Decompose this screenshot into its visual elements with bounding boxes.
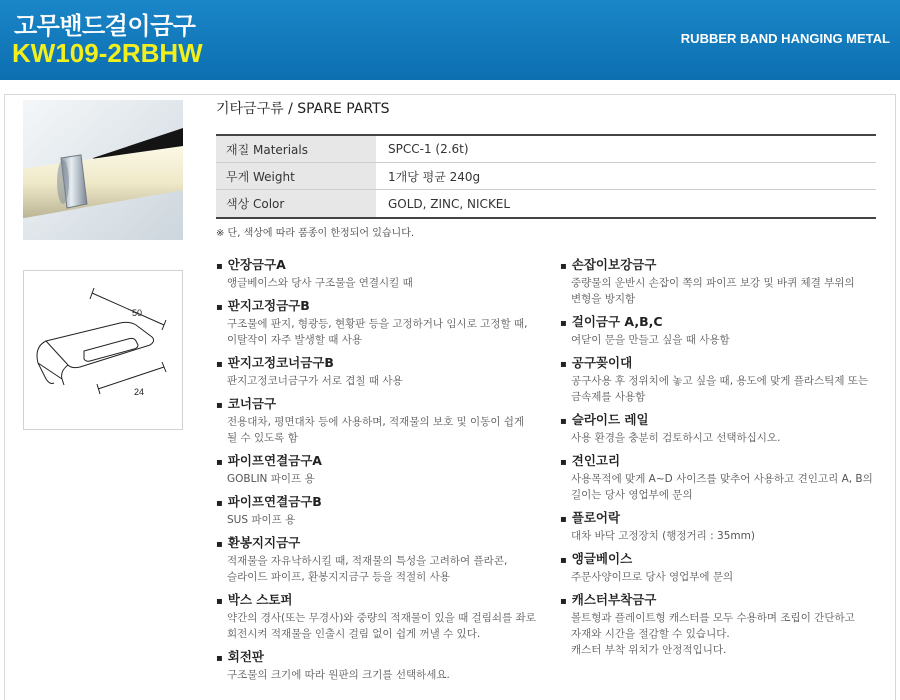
- spec-value: GOLD, ZINC, NICKEL: [388, 196, 511, 211]
- spec-row-materials: [216, 136, 876, 163]
- item-title: ▪ 공구꽂이대: [560, 354, 890, 373]
- item-description: 구조물의 크기에 따라 원판의 크기를 선택하세요.: [227, 669, 450, 681]
- list-item: [560, 591, 890, 658]
- item-description: 전용대차, 평면대차 등에 사용하며, 적재물의 보호 및 이동이 쉽게 될 수 있도록 함: [227, 416, 525, 444]
- item-title: ▪ 걸이금구 A,B,C: [560, 313, 890, 332]
- spec-value: SPCC-1 (2.6t): [388, 142, 469, 156]
- parts-list-left: [216, 256, 556, 689]
- header-banner: [0, 0, 900, 80]
- item-description: 여닫이 문을 만들고 싶을 때 사용함: [571, 334, 730, 346]
- list-item: [560, 550, 890, 585]
- item-title: ▪ 파이프연결금구A: [216, 452, 556, 471]
- product-photo: [23, 100, 183, 240]
- item-description: 중량물의 운반시 손잡이 쪽의 파이프 보강 및 바퀴 체결 부위의 변형을 방지함: [571, 277, 855, 305]
- list-item: [560, 354, 890, 405]
- item-description: GOBLIN 파이프 용: [227, 473, 315, 485]
- item-description: 사용 환경을 충분히 검토하시고 선택하십시오.: [571, 432, 781, 444]
- item-description: 주문사양이므로 당사 영업부에 문의: [571, 571, 734, 583]
- item-title: ▪ 파이프연결금구B: [216, 493, 556, 512]
- list-item: [216, 648, 556, 683]
- spec-label: 무게 Weight: [216, 163, 376, 189]
- list-item: [216, 256, 556, 291]
- item-description: 공구사용 후 정위치에 놓고 싶을 때, 용도에 맞게 플라스틱제 또는 금속제를 사용함: [571, 375, 869, 403]
- product-model-code: KW109-2RBHW: [12, 38, 203, 68]
- item-title: ▪ 안장금구A: [216, 256, 556, 275]
- technical-drawing: [23, 270, 183, 430]
- dimension-length-label: 50: [132, 308, 143, 318]
- product-title-english: RUBBER BAND HANGING METAL: [680, 31, 890, 46]
- list-item: [216, 493, 556, 528]
- spec-row-color: [216, 190, 876, 217]
- item-title: ▪ 판지고정금구B: [216, 297, 556, 316]
- item-description: 약간의 경사(또는 무경사)와 중량의 적재물이 있을 때 걸림쇠를 좌로 회전시켜 적재물을 인출시 걸림 없이 쉽게 꺼낼 수 있다.: [227, 612, 536, 640]
- item-description: 사용목적에 맞게 A~D 사이즈를 맞추어 사용하고 견인고리 A, B의 길이는 당사 영업부에 문의: [571, 473, 873, 501]
- item-title: ▪ 슬라이드 레일: [560, 411, 890, 430]
- parts-list-right: [560, 256, 890, 664]
- item-title: ▪ 손잡이보강금구: [560, 256, 890, 275]
- item-title: ▪ 캐스터부착금구: [560, 591, 890, 610]
- list-item: [560, 256, 890, 307]
- spec-value: 1개당 평균 240g: [388, 169, 481, 184]
- list-item: [560, 411, 890, 446]
- list-item: [216, 395, 556, 446]
- item-title: ▪ 플로어락: [560, 509, 890, 528]
- list-item: [560, 313, 890, 348]
- list-item: [216, 534, 556, 585]
- item-title: ▪ 회전판: [216, 648, 556, 667]
- list-item: [216, 354, 556, 389]
- item-title: ▪ 앵글베이스: [560, 550, 890, 569]
- item-description: 구조물에 판지, 형광등, 현황판 등을 고정하거나 임시로 고정할 때, 이탈작이 자주 발생할 때 사용: [227, 318, 528, 346]
- item-title: ▪ 환봉지지금구: [216, 534, 556, 553]
- list-item: [216, 452, 556, 487]
- item-title: ▪ 판지고정코너금구B: [216, 354, 556, 373]
- spec-label: 재질 Materials: [216, 136, 376, 162]
- item-description: 앵글베이스와 당사 구조물을 연결시킬 때: [227, 277, 413, 289]
- spec-row-weight: [216, 163, 876, 190]
- product-title-korean: 고무밴드걸이금구: [14, 12, 196, 40]
- item-description: 적재물을 자유낙하시킬 때, 적재물의 특성을 고려하여 플라콘, 슬라이드 파이프, 환봉지지금구 등을 적절히 사용: [227, 555, 508, 583]
- item-title: ▪ 견인고리: [560, 452, 890, 471]
- item-description: 대차 바닥 고정장치 (행정거리 : 35mm): [571, 530, 755, 542]
- item-title: ▪ 코너금구: [216, 395, 556, 414]
- item-description: 볼트형과 플레이트형 캐스터를 모두 수용하며 조립이 간단하고 자재와 시간을 절감할 수 있습니다. 캐스터 부착 위치가 안정적입니다.: [571, 612, 855, 656]
- list-item: [216, 297, 556, 348]
- item-description: SUS 파이프 용: [227, 514, 296, 526]
- color-note: ※ 단, 색상에 따라 품종이 한정되어 있습니다.: [216, 228, 415, 239]
- spec-label: 색상 Color: [216, 190, 376, 217]
- spec-table: [216, 134, 876, 219]
- list-item: [560, 452, 890, 503]
- item-title: ▪ 박스 스토퍼: [216, 591, 556, 610]
- spare-parts-title: 기타금구류 / SPARE PARTS: [216, 101, 390, 117]
- item-description: 판지고정코너금구가 서로 겹칠 때 사용: [227, 375, 403, 387]
- list-item: [216, 591, 556, 642]
- dimension-width-label: 24: [134, 387, 145, 397]
- list-item: [560, 509, 890, 544]
